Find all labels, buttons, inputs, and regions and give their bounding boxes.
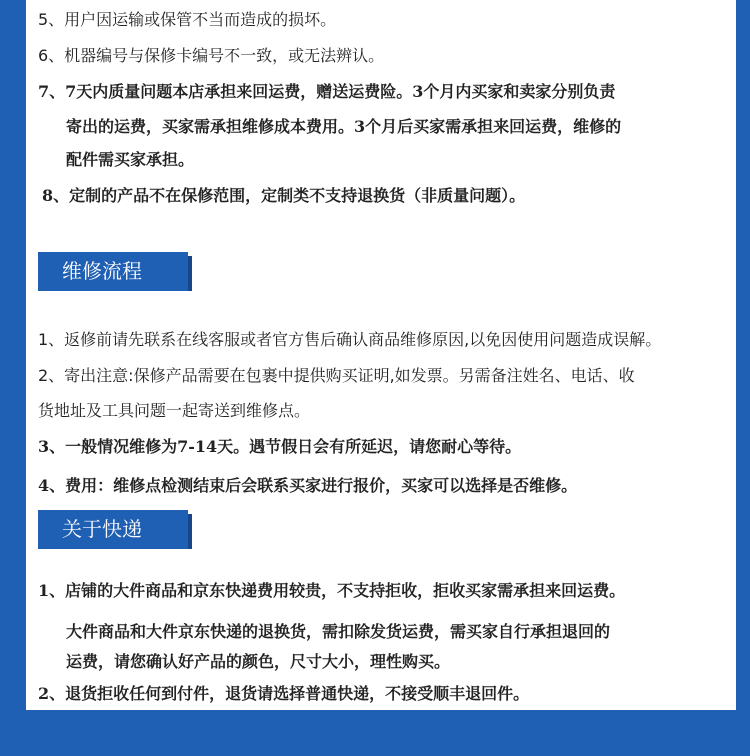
policy-line: 5、用户因运输或保管不当而造成的损坏。 [38, 10, 337, 29]
express-line: 2、退货拒收任何到付件，退货请选择普通快递，不接受顺丰退回件。 [38, 684, 530, 703]
repair-line: 3、一般情况维修为7-14天。遇节假日会有所延迟，请您耐心等待。 [38, 437, 522, 456]
repair-line: 货地址及工具问题一起寄送到维修点。 [38, 401, 311, 420]
policy-line: 8、定制的产品不在保修范围，定制类不支持退换货（非质量问题）。 [42, 186, 526, 205]
about-express-heading: 关于快递 [38, 510, 188, 549]
express-line: 1、店铺的大件商品和京东快递费用较贵，不支持拒收，拒收买家需承担来回运费。 [38, 581, 626, 600]
express-line: 运费，请您确认好产品的颜色，尺寸大小，理性购买。 [66, 652, 451, 671]
policy-line: 寄出的运费，买家需承担维修成本费用。3个月后买家需承担来回运费，维修的 [66, 117, 622, 136]
policy-line: 配件需买家承担。 [66, 150, 195, 169]
repair-line: 2、寄出注意:保修产品需要在包裹中提供购买证明,如发票。另需备注姓名、电话、收 [38, 366, 635, 385]
policy-line: 7、7天内质量问题本店承担来回运费，赠送运费险。3个月内买家和卖家分别负责 [38, 82, 616, 101]
repair-line: 1、返修前请先联系在线客服或者官方售后确认商品维修原因,以免因使用问题造成误解。 [38, 330, 662, 349]
repair-line: 4、费用：维修点检测结束后会联系买家进行报价，买家可以选择是否维修。 [38, 476, 578, 495]
policy-sheet [26, 0, 736, 710]
express-line: 大件商品和大件京东快递的退换货，需扣除发货运费，需买家自行承担退回的 [66, 622, 611, 641]
repair-process-heading: 维修流程 [38, 252, 188, 291]
policy-line: 6、机器编号与保修卡编号不一致，或无法辨认。 [38, 46, 385, 65]
